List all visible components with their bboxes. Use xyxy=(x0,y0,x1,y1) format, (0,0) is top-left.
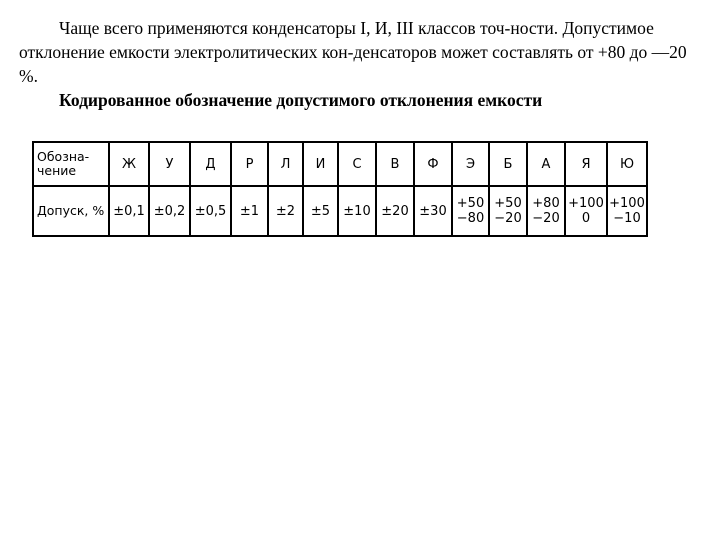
code-cell: В xyxy=(376,142,414,186)
code-cell: Ф xyxy=(414,142,452,186)
code-cell: Р xyxy=(231,142,268,186)
code-cell: И xyxy=(303,142,338,186)
tolerance-cell xyxy=(376,186,414,236)
tolerance-row xyxy=(33,186,647,236)
tolerance-bottom: −20 xyxy=(494,211,522,226)
code-cell: С xyxy=(338,142,376,186)
code-cell: Э xyxy=(452,142,489,186)
table-heading: Кодированное обозначение допустимого отклонения емкости xyxy=(59,90,543,110)
code-row-header: Обозна-чение xyxy=(33,142,109,186)
tolerance-cell xyxy=(489,186,527,236)
tolerance-top: ±0,2 xyxy=(153,203,186,219)
tolerance-top: +50 xyxy=(456,196,485,211)
tolerance-cell xyxy=(303,186,338,236)
tolerance-top: ±0,1 xyxy=(113,203,145,219)
tolerance-top: ±30 xyxy=(419,203,447,219)
code-cell: А xyxy=(527,142,565,186)
code-row xyxy=(33,142,647,186)
tolerance-cell xyxy=(527,186,565,236)
tolerance-code-table xyxy=(32,141,648,237)
tolerance-bottom: −80 xyxy=(456,211,485,226)
tolerance-cell xyxy=(452,186,489,236)
tolerance-cell xyxy=(268,186,303,236)
tolerance-cell xyxy=(109,186,149,236)
code-cell: Ж xyxy=(109,142,149,186)
tolerance-bottom: 0 xyxy=(581,211,591,226)
tolerance-top: ±2 xyxy=(275,203,296,219)
tolerance-bottom: −10 xyxy=(613,211,641,226)
tolerance-cell xyxy=(414,186,452,236)
code-cell: Л xyxy=(268,142,303,186)
tolerance-top: ±1 xyxy=(239,203,260,219)
tolerance-top: +100 xyxy=(568,196,604,211)
tolerance-cell xyxy=(565,186,607,236)
tolerance-cell xyxy=(190,186,231,236)
code-cell: Б xyxy=(489,142,527,186)
tolerance-top: +80 xyxy=(532,196,560,211)
code-cell: Д xyxy=(190,142,231,186)
tolerance-cell xyxy=(607,186,647,236)
code-cell: У xyxy=(149,142,190,186)
tolerance-top: +100 xyxy=(609,196,645,211)
tolerance-top: ±20 xyxy=(381,203,409,219)
code-cell: Я xyxy=(565,142,607,186)
tolerance-cell xyxy=(338,186,376,236)
tolerance-bottom: −20 xyxy=(532,211,560,226)
tolerance-top: ±5 xyxy=(310,203,331,219)
tolerance-top: +50 xyxy=(494,196,522,211)
intro-paragraph: Чаще всего применяются конденсаторы I, И, III классов точ-ности. Допустимое отклонение емкости электролитических кон-денсаторов может составлять от +80 до —20 %. xyxy=(19,18,687,86)
tolerance-cell xyxy=(149,186,190,236)
code-cell: Ю xyxy=(607,142,647,186)
tolerance-top: ±0,5 xyxy=(194,203,227,219)
tolerance-row-header: Допуск, % xyxy=(33,186,109,236)
tolerance-cell xyxy=(231,186,268,236)
tolerance-top: ±10 xyxy=(343,203,371,219)
